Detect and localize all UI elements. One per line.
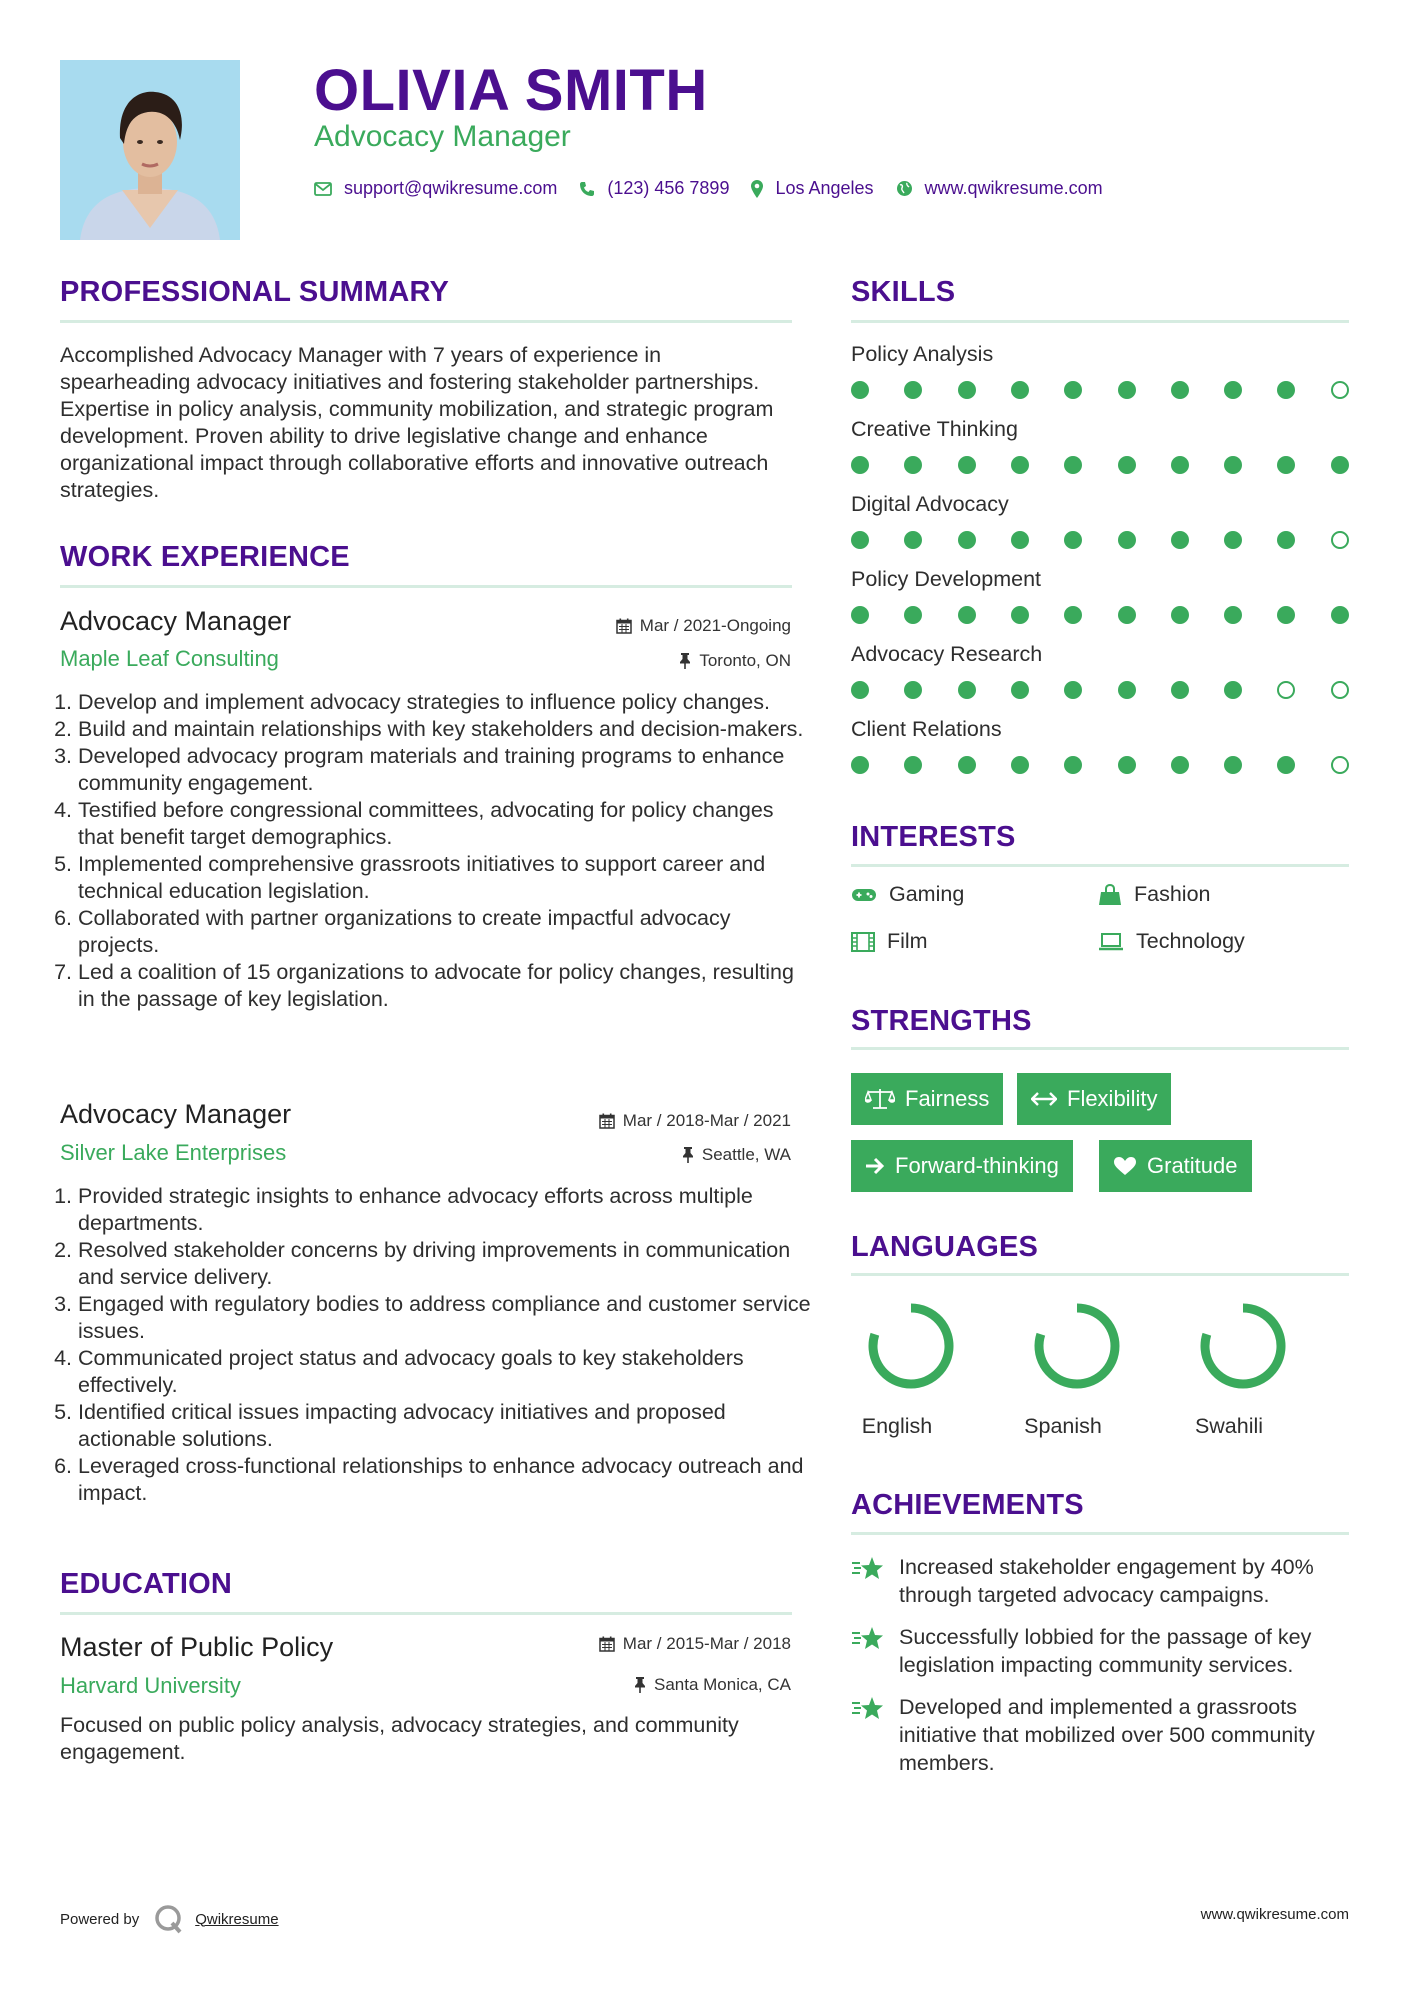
achievement-item (851, 1623, 1361, 1679)
interest-label: Technology (1136, 929, 1245, 953)
contact-location (751, 178, 873, 199)
language-progress-arc (1205, 1308, 1281, 1384)
degree-title: Master of Public Policy (60, 1632, 334, 1662)
language-progress-ring (1197, 1300, 1289, 1392)
skill-rating (851, 756, 1355, 774)
rating-dot-filled (851, 606, 869, 624)
job-title: Advocacy Manager (60, 1099, 292, 1129)
rating-dot-filled (1277, 606, 1295, 624)
skills-divider (851, 320, 1349, 323)
education-heading: EDUCATION (60, 1568, 233, 1600)
language-progress-arc (873, 1308, 949, 1384)
skill-name: Policy Analysis (851, 342, 994, 366)
list-item: 2. Build and maintain relationships with key stakeholders and decision-makers. (78, 716, 813, 743)
job-location (679, 651, 791, 671)
rating-dot-filled (1171, 756, 1189, 774)
rating-dot-filled (851, 381, 869, 399)
rating-dot-filled (1011, 531, 1029, 549)
rating-dot-filled (1011, 681, 1029, 699)
strength-label: Forward-thinking (895, 1153, 1059, 1178)
list-item: 7. Led a coalition of 15 organizations to advocate for policy changes, resulting in the passage of key legislation. (78, 959, 813, 1013)
rating-dot-filled (904, 381, 922, 399)
skill-name: Client Relations (851, 717, 1002, 741)
arrow-right-icon (865, 1157, 885, 1175)
powered-by-label: Powered by (60, 1910, 140, 1928)
rating-dot-filled (1277, 756, 1295, 774)
job-date (616, 616, 791, 636)
education-date (599, 1634, 791, 1654)
strengths-divider (851, 1047, 1349, 1050)
job-duties-list (60, 1183, 813, 1507)
language-name: Swahili (1194, 1414, 1264, 1438)
rating-dot-empty (1331, 531, 1349, 549)
contact-email[interactable] (314, 178, 557, 199)
laptop-icon (1098, 933, 1124, 951)
heart-icon (1113, 1156, 1137, 1176)
language-ring (851, 1300, 971, 1397)
list-item: 4. Communicated project status and advocacy goals to key stakeholders effectively. (78, 1345, 813, 1399)
language-progress-arc (1039, 1308, 1115, 1384)
rating-dot-empty (1331, 681, 1349, 699)
strength-label: Gratitude (1147, 1153, 1238, 1178)
strengths-heading: STRENGTHS (851, 1005, 1032, 1037)
phone-icon (579, 181, 595, 197)
education-description: Focused on public policy analysis, advocacy strategies, and community engagement. (60, 1713, 739, 1764)
skill-rating (851, 606, 1355, 624)
calendar-icon (599, 1113, 615, 1129)
rating-dot-filled (904, 756, 922, 774)
languages-heading: LANGUAGES (851, 1231, 1039, 1263)
strength-tag-forward-thinking (851, 1140, 1073, 1192)
contact-bar (314, 178, 1125, 199)
interest-film (851, 929, 928, 954)
contact-email-text: support@qwikresume.com (344, 178, 558, 198)
education-date-text: Mar / 2015-Mar / 2018 (622, 1634, 791, 1653)
rating-dot-filled (1064, 756, 1082, 774)
rating-dot-filled (904, 531, 922, 549)
strength-label: Fairness (905, 1086, 990, 1111)
rating-dot-filled (1277, 381, 1295, 399)
language-name: Spanish (1024, 1414, 1102, 1438)
skill-rating (851, 531, 1355, 549)
rating-dot-filled (958, 681, 976, 699)
rating-dot-filled (958, 606, 976, 624)
footer-website[interactable]: www.qwikresume.com (1200, 1906, 1349, 1923)
rating-dot-filled (904, 456, 922, 474)
rating-dot-filled (1224, 381, 1242, 399)
list-item: 6. Collaborated with partner organizations to create impactful advocacy projects. (78, 905, 813, 959)
rating-dot-filled (1224, 681, 1242, 699)
summary-heading: PROFESSIONAL SUMMARY (60, 276, 450, 308)
list-item: 1. Provided strategic insights to enhance advocacy efforts across multiple departments. (78, 1183, 813, 1237)
rating-dot-empty (1331, 756, 1349, 774)
calendar-icon (599, 1636, 615, 1652)
rating-dot-filled (1224, 756, 1242, 774)
rating-dot-filled (1064, 456, 1082, 474)
rating-dot-filled (851, 531, 869, 549)
rating-dot-filled (1064, 531, 1082, 549)
profile-photo (60, 60, 240, 240)
rating-dot-filled (1277, 456, 1295, 474)
rating-dot-filled (1064, 681, 1082, 699)
rating-dot-filled (1118, 456, 1136, 474)
footer-brand-link[interactable]: Qwikresume (195, 1910, 279, 1928)
pushpin-icon (682, 1147, 694, 1163)
footer-powered-by (60, 1903, 279, 1935)
list-item: 3. Engaged with regulatory bodies to address compliance and customer service issues. (78, 1291, 813, 1345)
rating-dot-filled (1011, 456, 1029, 474)
language-name: English (861, 1414, 933, 1438)
rating-dot-filled (1171, 606, 1189, 624)
rating-dot-filled (1118, 681, 1136, 699)
skill-name: Digital Advocacy (851, 492, 1009, 516)
rating-dot-filled (958, 381, 976, 399)
rating-dot-filled (958, 456, 976, 474)
rating-dot-filled (1224, 606, 1242, 624)
achievement-text: Developed and implemented a grassroots initiative that mobilized over 500 community members. (899, 1695, 1315, 1775)
pushpin-icon (634, 1677, 646, 1693)
languages-divider (851, 1273, 1349, 1276)
interest-label: Gaming (889, 882, 965, 906)
calendar-icon (616, 618, 632, 634)
job-location-text: Toronto, ON (699, 651, 791, 670)
education-location (634, 1675, 791, 1695)
skills-heading: SKILLS (851, 276, 956, 308)
rating-dot-filled (1224, 456, 1242, 474)
education-divider (60, 1612, 792, 1615)
rating-dot-filled (1118, 606, 1136, 624)
achievement-text: Successfully lobbied for the passage of key legislation impacting community services. (899, 1625, 1312, 1677)
interest-gaming (851, 882, 964, 907)
job-date (599, 1111, 791, 1131)
language-progress-ring (865, 1300, 957, 1392)
rating-dot-filled (1171, 456, 1189, 474)
rating-dot-filled (1064, 606, 1082, 624)
interest-label: Film (887, 929, 928, 953)
shooting-star-icon (851, 1555, 885, 1583)
arrows-horizontal-icon (1031, 1092, 1057, 1106)
language-ring (1183, 1300, 1303, 1397)
skill-name: Creative Thinking (851, 417, 1018, 441)
skill-rating (851, 456, 1355, 474)
job-date-text: Mar / 2021-Ongoing (639, 616, 791, 635)
rating-dot-filled (1064, 381, 1082, 399)
rating-dot-filled (851, 756, 869, 774)
contact-website[interactable] (896, 178, 1103, 199)
job-location (682, 1145, 791, 1165)
skill-name: Advocacy Research (851, 642, 1043, 666)
interest-fashion (1098, 882, 1211, 907)
map-marker-icon (751, 180, 763, 198)
candidate-role: Advocacy Manager (314, 120, 571, 153)
list-item: 2. Resolved stakeholder concerns by driving improvements in communication and service delivery. (78, 1237, 813, 1291)
experience-heading: WORK EXPERIENCE (60, 541, 350, 573)
education-location-text: Santa Monica, CA (653, 1675, 791, 1694)
candidate-name: OLIVIA SMITH (314, 58, 708, 123)
person-portrait-icon (60, 60, 240, 240)
summary-text: Accomplished Advocacy Manager with 7 years of experience in spearheading advocacy initiatives and fostering stakeholder partnerships. Expertise in policy analysis, community mobilization, and strategic program development. Proven ability to drive legislative change and enhance organizational impact through collaborative efforts and innovative outreach strategies. (60, 343, 774, 502)
experience-divider (60, 585, 792, 588)
rating-dot-filled (1171, 381, 1189, 399)
list-item: 1. Develop and implement advocacy strategies to influence policy changes. (78, 689, 813, 716)
summary-divider (60, 320, 792, 323)
job-title: Advocacy Manager (60, 606, 292, 636)
job-location-text: Seattle, WA (701, 1145, 791, 1164)
rating-dot-filled (1118, 381, 1136, 399)
strength-tag-flexibility (1017, 1073, 1171, 1125)
list-item: 4. Testified before congressional committees, advocating for policy changes that benefit target demographics. (78, 797, 813, 851)
rating-dot-filled (904, 606, 922, 624)
rating-dot-filled (1277, 531, 1295, 549)
rating-dot-filled (1011, 606, 1029, 624)
school-name: Harvard University (60, 1673, 241, 1698)
rating-dot-filled (1011, 756, 1029, 774)
achievements-heading: ACHIEVEMENTS (851, 1489, 1084, 1521)
rating-dot-filled (1331, 606, 1349, 624)
balance-scale-icon (865, 1088, 895, 1110)
interest-technology (1098, 929, 1245, 954)
skill-name: Policy Development (851, 567, 1042, 591)
contact-phone[interactable] (579, 178, 729, 199)
strength-label: Flexibility (1067, 1086, 1158, 1111)
list-item: 6. Leveraged cross-functional relationships to enhance advocacy outreach and impact. (78, 1453, 813, 1507)
shooting-star-icon (851, 1695, 885, 1723)
rating-dot-filled (1171, 531, 1189, 549)
envelope-icon (314, 182, 332, 196)
list-item: 5. Implemented comprehensive grassroots initiatives to support career and technical education legislation. (78, 851, 813, 905)
achievement-text: Increased stakeholder engagement by 40% through targeted advocacy campaigns. (899, 1555, 1314, 1607)
language-ring (1017, 1300, 1137, 1397)
film-icon (851, 932, 875, 952)
strength-tag-gratitude (1099, 1140, 1252, 1192)
pushpin-icon (679, 653, 691, 669)
achievement-item (851, 1693, 1361, 1777)
contact-phone-text: (123) 456 7899 (607, 178, 730, 198)
interest-label: Fashion (1134, 882, 1211, 906)
shopping-bag-icon (1098, 884, 1122, 906)
rating-dot-empty (1331, 381, 1349, 399)
rating-dot-filled (1331, 456, 1349, 474)
skill-rating (851, 681, 1355, 699)
rating-dot-filled (1118, 531, 1136, 549)
job-company: Silver Lake Enterprises (60, 1140, 287, 1165)
rating-dot-filled (1118, 756, 1136, 774)
achievements-divider (851, 1532, 1349, 1535)
rating-dot-filled (1171, 681, 1189, 699)
job-duties-list (60, 689, 813, 1013)
interests-heading: INTERESTS (851, 821, 1016, 853)
job-company: Maple Leaf Consulting (60, 646, 279, 671)
rating-dot-filled (958, 531, 976, 549)
achievement-item (851, 1553, 1361, 1609)
strength-tag-fairness (851, 1073, 1003, 1125)
list-item: 3. Developed advocacy program materials and training programs to enhance community engagement. (78, 743, 813, 797)
rating-dot-filled (904, 681, 922, 699)
gamepad-icon (851, 887, 877, 903)
list-item: 5. Identified critical issues impacting advocacy initiatives and proposed actionable solutions. (78, 1399, 813, 1453)
globe-icon (896, 180, 913, 197)
rating-dot-filled (1011, 381, 1029, 399)
rating-dot-filled (958, 756, 976, 774)
contact-website-text: www.qwikresume.com (924, 178, 1103, 198)
rating-dot-filled (851, 456, 869, 474)
skill-rating (851, 381, 1355, 399)
rating-dot-filled (851, 681, 869, 699)
interests-divider (851, 864, 1349, 867)
job-date-text: Mar / 2018-Mar / 2021 (622, 1111, 791, 1130)
shooting-star-icon (851, 1625, 885, 1653)
contact-location-text: Los Angeles (775, 178, 874, 198)
qwikresume-logo-icon (153, 1903, 185, 1935)
rating-dot-filled (1224, 531, 1242, 549)
rating-dot-empty (1277, 681, 1295, 699)
language-progress-ring (1031, 1300, 1123, 1392)
